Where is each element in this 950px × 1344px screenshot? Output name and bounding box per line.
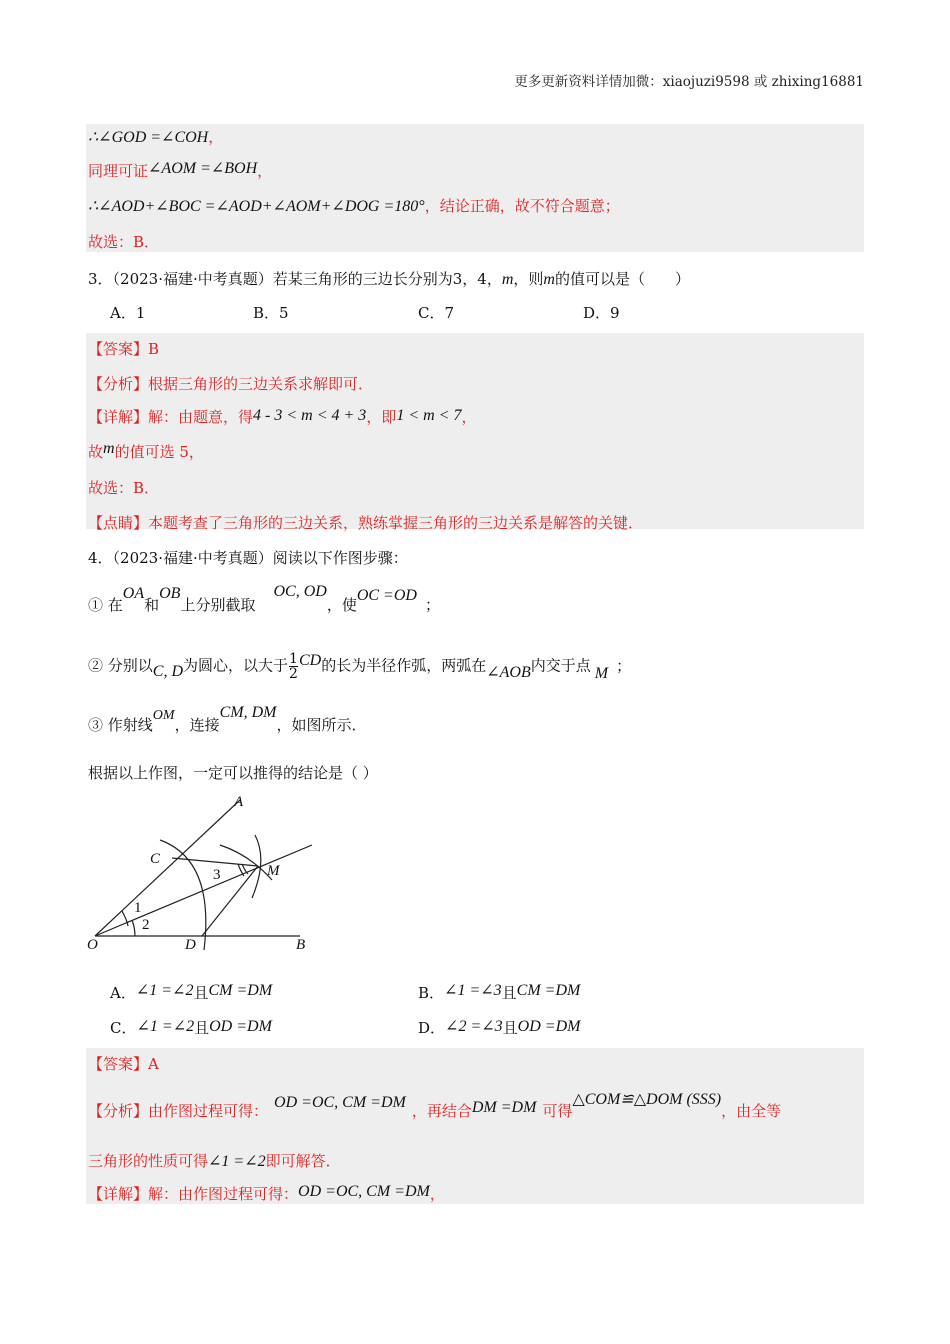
text: ，如图所示． xyxy=(276,716,367,734)
q4-step-2 xyxy=(88,652,631,681)
page-header: 更多更新资料详情加微：xiaojuzi9598 或 zhixing16881 xyxy=(514,74,864,90)
text: 的值可以是（ ） xyxy=(554,270,690,288)
question-4-stem: 4．（2023·福建·中考真题）阅读以下作图步骤： xyxy=(88,549,408,567)
text: ② 分别以 xyxy=(88,656,153,675)
q3-option-d: D．9 xyxy=(583,304,620,322)
text: ③ 作射线 xyxy=(88,716,153,734)
angle-2-label: 2 xyxy=(142,917,150,933)
angle-3-label: 3 xyxy=(213,867,221,883)
detail-tag: 【详解】 xyxy=(88,1185,149,1203)
math-expression: 1 < m < 7 xyxy=(396,407,462,424)
analysis-tag: 【分析】 xyxy=(88,375,149,393)
math-expression: ∠2 =∠3 xyxy=(445,1018,503,1035)
text: ，则 xyxy=(513,270,544,288)
math-expression: OD =OC, CM =DM xyxy=(298,1183,430,1200)
q4-option-a xyxy=(110,982,272,1003)
text: 为圆心，以大于 xyxy=(183,656,289,675)
comment-text: 本题考查了三角形的三边关系，熟练掌握三角形的三边关系是解答的关键． xyxy=(148,514,644,532)
math-expression: OD =DM xyxy=(517,1018,581,1035)
math-variable: OA xyxy=(122,585,145,602)
math-variable: m xyxy=(103,440,115,457)
q3-detail xyxy=(88,406,477,427)
q4-step-3 xyxy=(88,704,367,735)
text: 即可解答． xyxy=(265,1152,341,1170)
arc-from-c xyxy=(220,845,272,880)
solution-block-q3 xyxy=(86,333,864,529)
punctuation: ， xyxy=(461,408,477,426)
punctuation: ， xyxy=(208,128,224,146)
angle-1-label: 1 xyxy=(134,900,142,916)
punctuation: ， xyxy=(257,162,273,180)
text: 和 xyxy=(144,596,160,614)
text: ① 在 xyxy=(88,596,123,614)
geometry-figure xyxy=(80,790,330,960)
math-expression: ∠1 =∠3 xyxy=(444,982,502,999)
math-expression: DM =DM xyxy=(471,1099,537,1116)
q3-option-b: B．5 xyxy=(253,304,289,322)
math-variable: m xyxy=(501,271,514,288)
text: 可得 xyxy=(542,1102,573,1120)
text: 同理可证 xyxy=(88,162,149,180)
text: ，再结合 xyxy=(411,1102,472,1120)
q4-analysis-line-2 xyxy=(88,1150,341,1171)
math-expression: CM =DM xyxy=(208,982,273,999)
arc-radius-od xyxy=(160,840,206,950)
q3-answer xyxy=(88,338,159,359)
math-expression: CD xyxy=(298,651,322,669)
text: 故 xyxy=(88,443,104,461)
math-expression: OD =OC, CM =DM xyxy=(274,1094,406,1111)
comment-tag: 【点睛】 xyxy=(88,514,149,532)
text: 的值可选 5， xyxy=(114,443,204,461)
q4-answer xyxy=(88,1053,159,1074)
answer-tag: 【答案】 xyxy=(88,340,149,358)
text: 且 xyxy=(194,1019,210,1037)
text: 且 xyxy=(501,984,517,1002)
text: 由作图过程可得： xyxy=(148,1102,269,1120)
math-expression: 4 - 3 < m < 4 + 3 xyxy=(253,407,367,424)
question-3-stem xyxy=(88,268,690,289)
q4-step-1 xyxy=(88,583,440,615)
q4-question: 根据以上作图，一定可以推得的结论是（ ） xyxy=(88,764,378,782)
point-a-label: A xyxy=(234,794,244,810)
math-expression: OC, OD xyxy=(273,583,327,600)
text: ，连接 xyxy=(174,716,220,734)
text: 解：由题意，得 xyxy=(148,408,254,426)
math-expression: ∠1 =∠2 xyxy=(136,1018,195,1035)
q3-detail-line-3: 故选：B． xyxy=(88,479,160,497)
text: 上分别截取 xyxy=(180,596,256,614)
q3-comment xyxy=(88,512,643,533)
math-expression: ∠AOB xyxy=(486,663,531,681)
math-expression: ∴∠AOD+∠BOC =∠AOD+∠AOM+∠DOG =180° xyxy=(88,198,425,215)
solution-line-2 xyxy=(88,160,272,181)
q4-detail xyxy=(88,1183,445,1204)
text: 且 xyxy=(193,984,209,1002)
point-b-label: B xyxy=(296,937,306,953)
answer-value: B xyxy=(148,340,160,358)
fraction xyxy=(289,652,298,681)
fraction-numerator: 1 xyxy=(289,651,298,667)
option-letter: C． xyxy=(110,1019,137,1037)
math-expression: ∴∠GOD =∠COH xyxy=(88,129,209,146)
segment-cm xyxy=(172,858,258,866)
solution-line-3 xyxy=(88,195,620,216)
point-c-label: C xyxy=(150,851,161,867)
math-expression: ∠1 =∠2 xyxy=(208,1153,266,1170)
analysis-tag: 【分析】 xyxy=(88,1102,149,1120)
answer-value: A xyxy=(148,1055,159,1073)
option-letter: D． xyxy=(418,1019,446,1037)
q4-analysis xyxy=(88,1091,782,1121)
q4-option-b xyxy=(418,982,580,1003)
text: ，使 xyxy=(326,596,357,614)
solution-line-4: 故选：B． xyxy=(88,233,160,251)
punctuation: ， xyxy=(429,1185,445,1203)
detail-tag: 【详解】 xyxy=(88,408,149,426)
option-letter: A． xyxy=(110,984,136,1002)
math-expression: CM, DM xyxy=(219,704,277,721)
math-variable: OB xyxy=(159,585,181,602)
point-o-label: O xyxy=(87,937,98,953)
punctuation: ； xyxy=(616,656,632,675)
text: 三角形的性质可得 xyxy=(88,1152,209,1170)
math-expression: ∠1 =∠2 xyxy=(135,982,194,999)
text: ，即 xyxy=(366,408,397,426)
solution-block-q4 xyxy=(86,1048,864,1204)
text: ，由全等 xyxy=(721,1102,782,1120)
text: 内交于点 xyxy=(530,656,591,675)
math-expression: OD =DM xyxy=(209,1018,272,1035)
math-expression: CM =DM xyxy=(516,982,581,999)
angle-2-mark xyxy=(132,920,135,936)
analysis-text: 根据三角形的三边关系求解即可． xyxy=(148,375,374,393)
punctuation: ； xyxy=(424,596,440,614)
math-variable: m xyxy=(543,271,555,288)
text: 3．（2023·福建·中考真题）若某三角形的三边长分别为3，4， xyxy=(88,270,502,288)
math-expression: △COM≌△DOM (SSS) xyxy=(572,1091,722,1108)
point-d-label: D xyxy=(185,937,196,953)
q3-analysis xyxy=(88,373,373,394)
segment-dm xyxy=(202,866,258,936)
text: 且 xyxy=(502,1019,518,1037)
fraction-denominator: 2 xyxy=(289,666,298,682)
q3-detail-line-2 xyxy=(88,441,204,462)
q4-option-c xyxy=(110,1017,272,1038)
text: 的长为半径作弧，两弧在 xyxy=(321,656,487,675)
point-m-label: M xyxy=(267,863,280,879)
answer-tag: 【答案】 xyxy=(88,1055,149,1073)
q4-option-d xyxy=(418,1017,580,1038)
q3-option-c: C．7 xyxy=(418,304,455,322)
math-expression: ∠AOM =∠BOH xyxy=(148,160,258,177)
q3-option-a: A．1 xyxy=(110,304,146,322)
math-expression: OC =OD xyxy=(356,587,417,604)
math-expression: C, D xyxy=(152,662,184,680)
option-letter: B． xyxy=(418,984,445,1002)
math-variable: OM xyxy=(152,708,175,723)
solution-line-1 xyxy=(88,126,223,147)
text: 解：由作图过程可得： xyxy=(148,1185,299,1203)
text: ，结论正确，故不符合题意； xyxy=(424,197,620,215)
math-variable: M xyxy=(594,664,609,682)
